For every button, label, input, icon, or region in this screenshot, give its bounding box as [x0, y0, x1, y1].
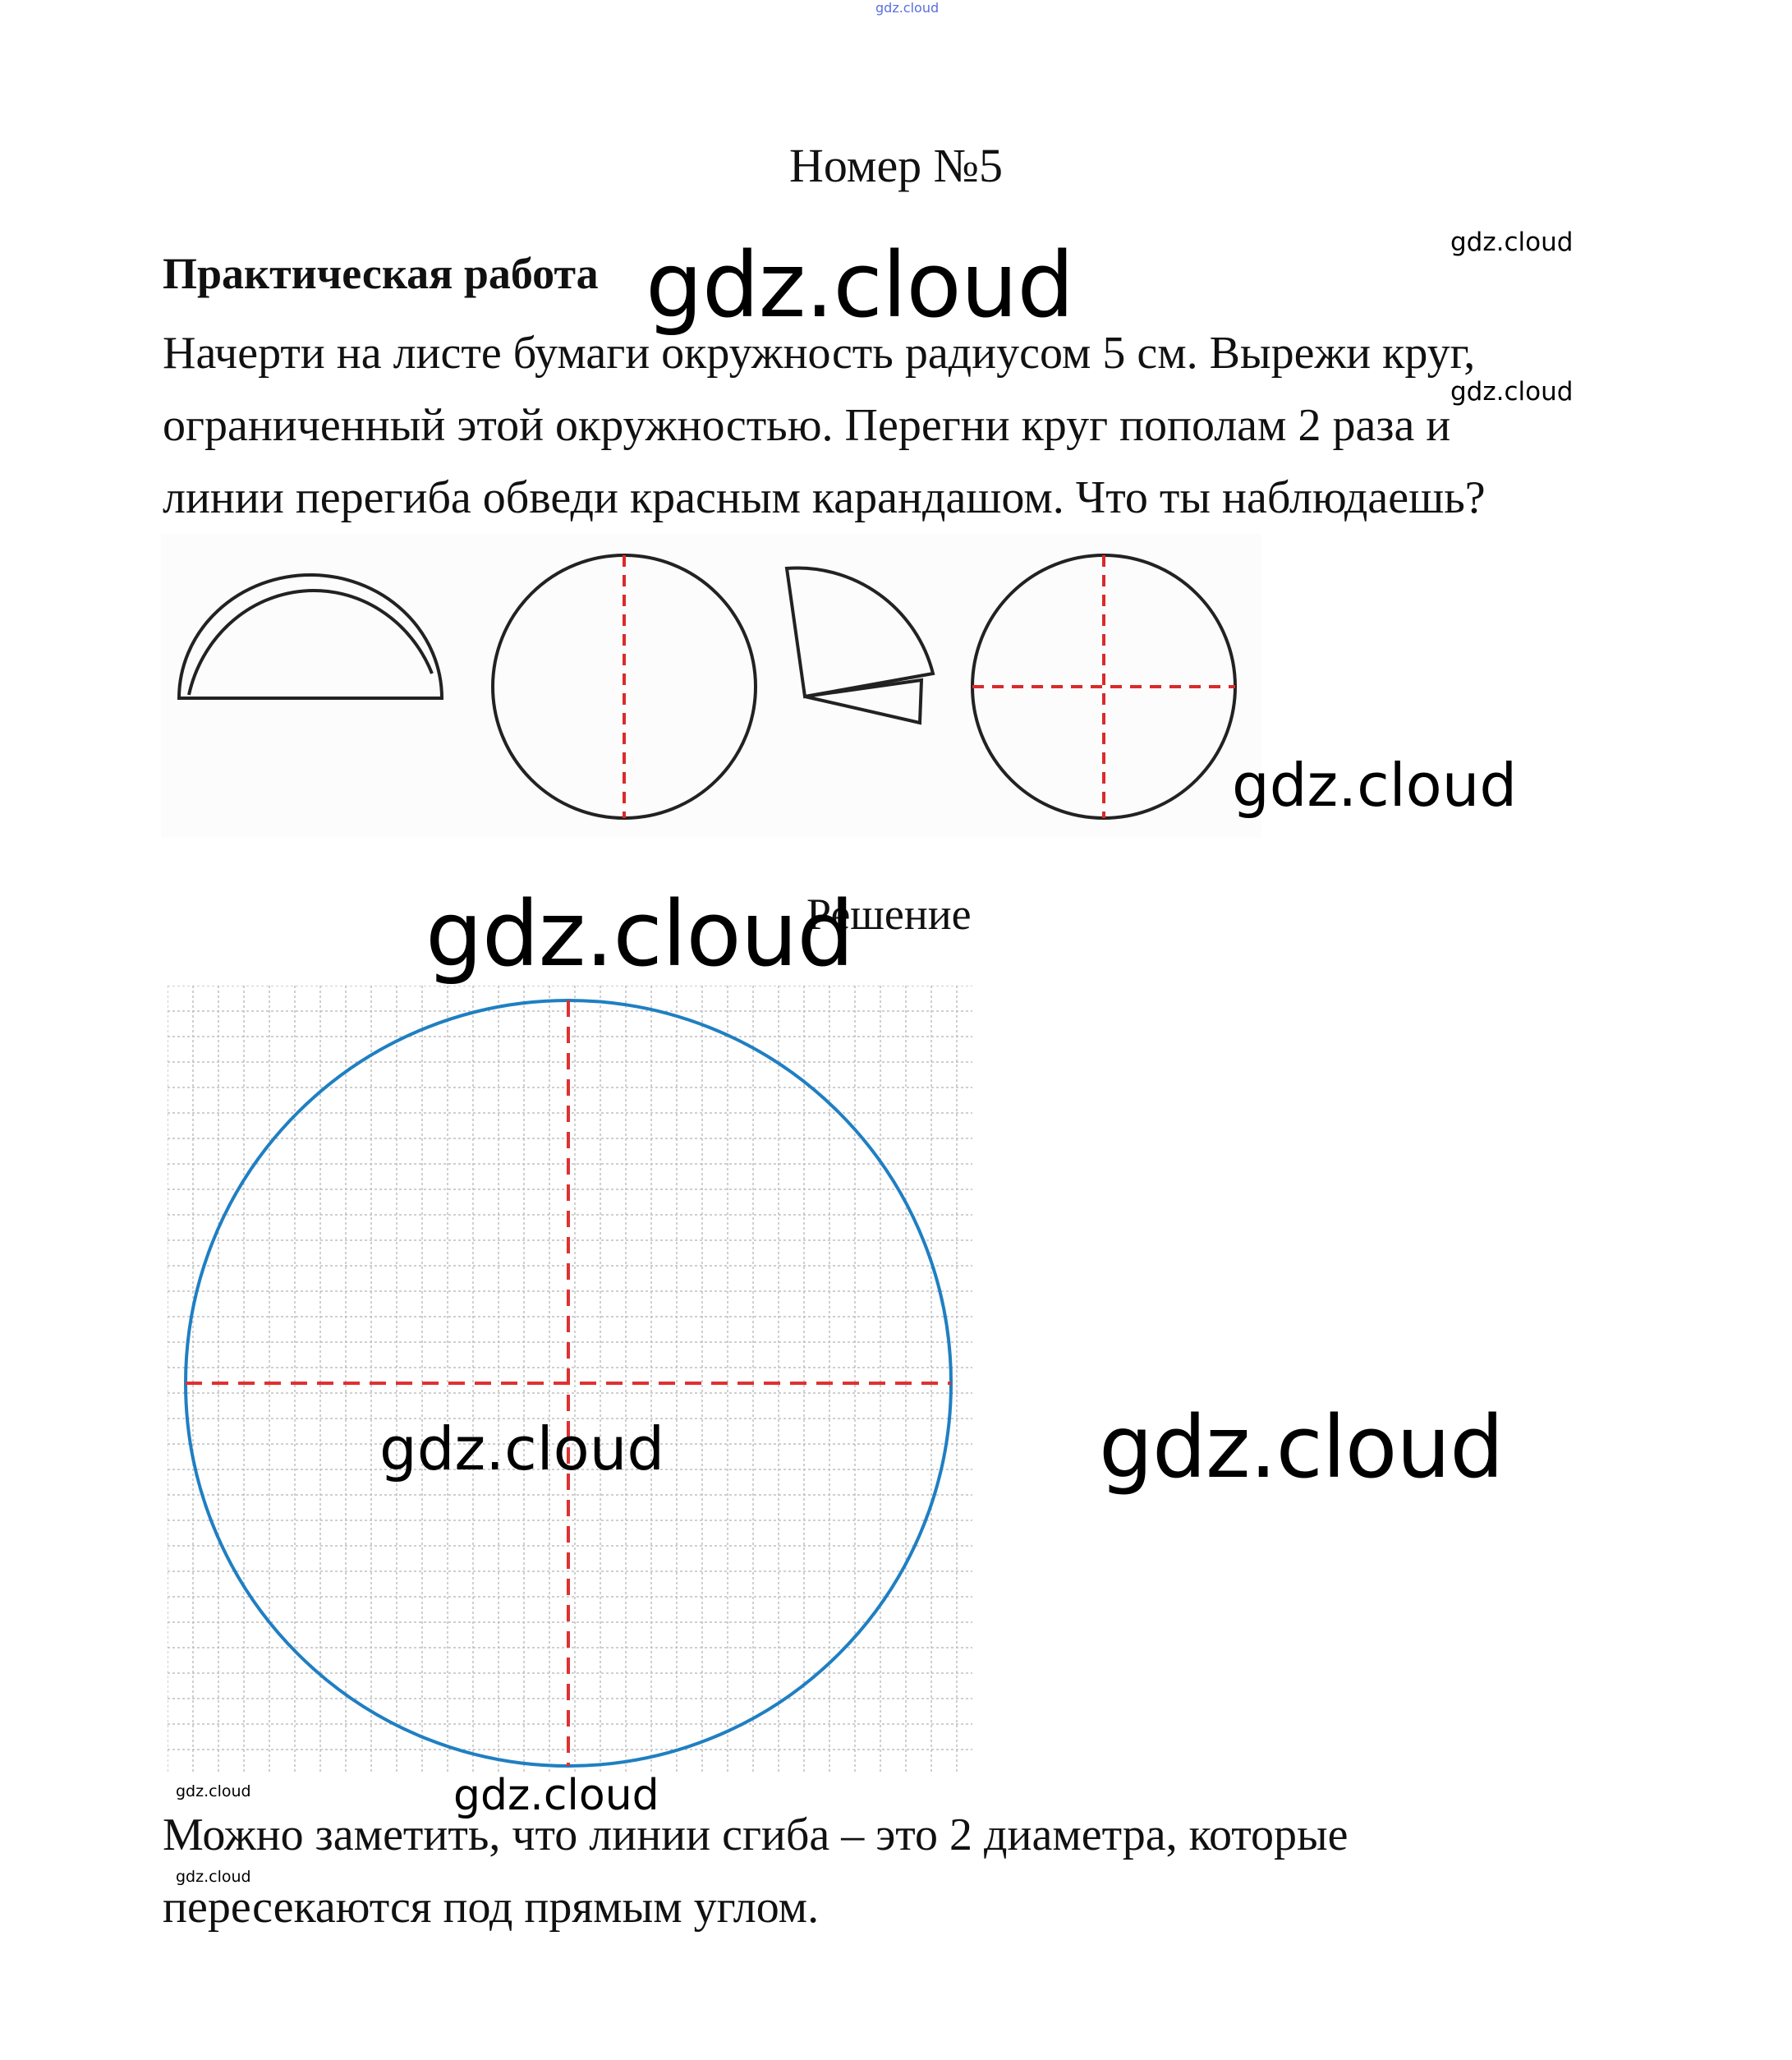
task-line: Начерти на листе бумаги окружность радиусом 5 см. Вырежи круг,: [163, 328, 1476, 379]
watermark: gdz.cloud: [646, 232, 1074, 338]
answer-text: [163, 1799, 1348, 1943]
answer-line: Можно заметить, что линии сгиба – это 2 диаметра, которые: [163, 1809, 1349, 1860]
answer-line: пересекаются под прямым углом.: [163, 1882, 820, 1933]
watermark-top: gdz.cloud: [875, 0, 940, 16]
watermark: gdz.cloud: [379, 1414, 665, 1483]
watermark: gdz.cloud: [176, 1868, 251, 1886]
watermark: gdz.cloud: [176, 1782, 251, 1800]
task-line: ограниченный этой окружностью. Перегни круг пополам 2 раза и: [163, 400, 1451, 451]
watermark: gdz.cloud: [1450, 228, 1574, 257]
solution-drawing: [168, 986, 981, 1779]
watermark: gdz.cloud: [1232, 751, 1518, 820]
watermark: gdz.cloud: [1450, 377, 1574, 407]
watermark: gdz.cloud: [1099, 1397, 1504, 1497]
task-text: [163, 317, 1608, 534]
section-subtitle: Практическая работа: [163, 249, 599, 298]
page-title: Номер №5: [788, 139, 1004, 192]
watermark: gdz.cloud: [425, 881, 854, 986]
folding-illustration: [161, 534, 1261, 838]
solution-heading: Решение: [806, 890, 972, 939]
watermark: gdz.cloud: [453, 1771, 659, 1820]
task-line: линии перегиба обведи красным карандашом. Что ты наблюдаешь?: [163, 472, 1486, 523]
